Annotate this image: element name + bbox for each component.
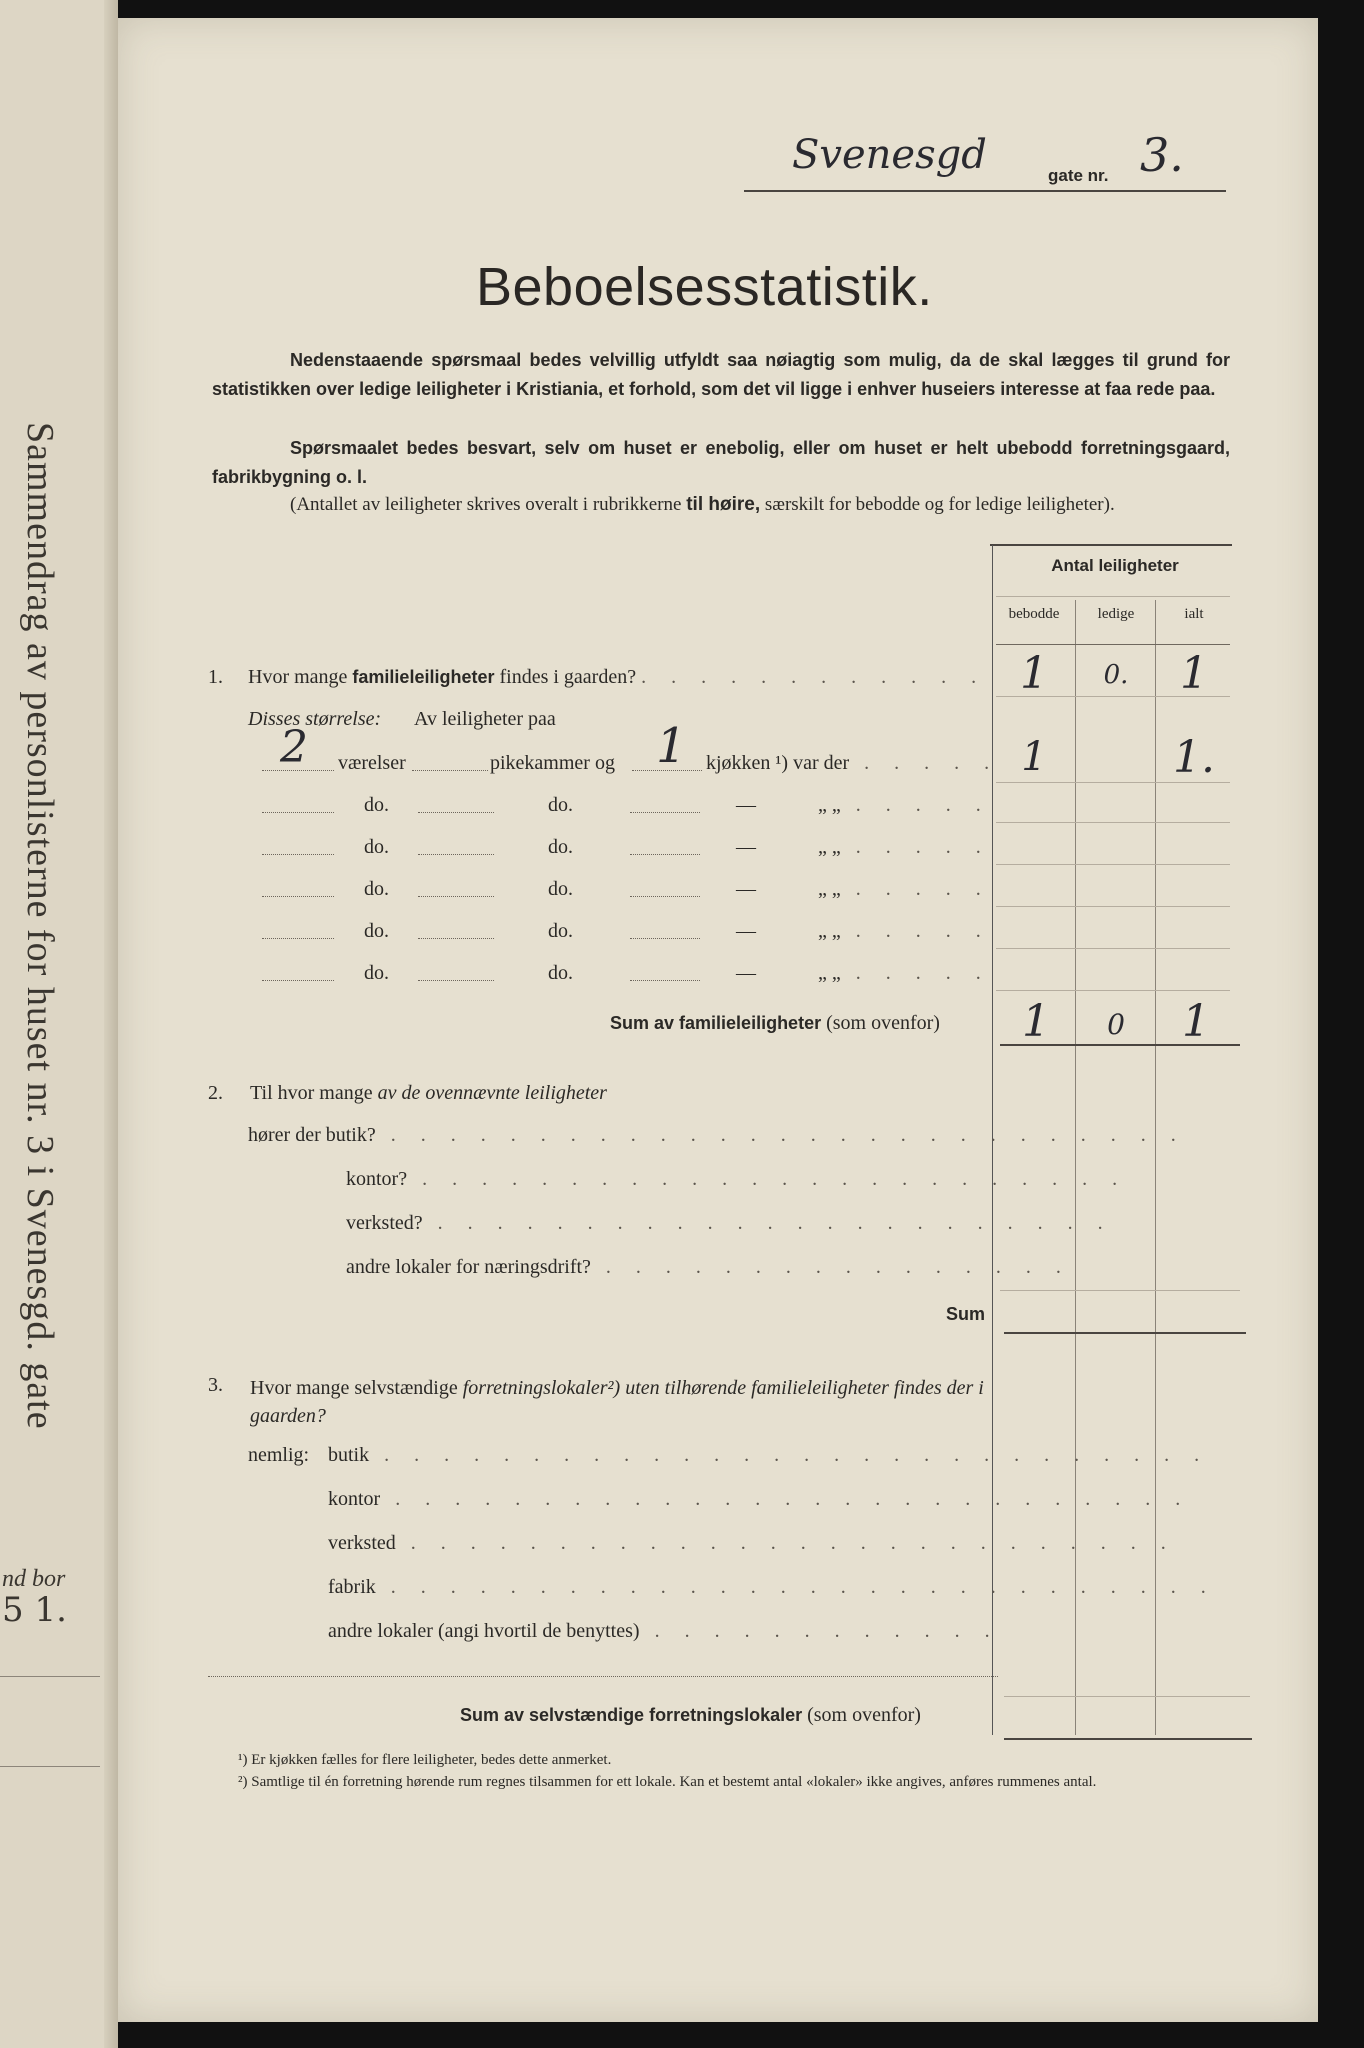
q3-item-label: fabrik — [328, 1576, 376, 1598]
quote-row: „ „ . . . . . — [818, 962, 991, 984]
number-handwritten: 3. — [1140, 128, 1184, 182]
q3-text-b: forretningslokaler²) — [462, 1377, 621, 1399]
quote-mark: „ „ — [818, 920, 841, 942]
do-label: do. — [548, 920, 573, 942]
table-row-rule — [1000, 1290, 1240, 1291]
table-row-rule — [996, 864, 1230, 865]
q3-item-label: kontor — [328, 1488, 381, 1510]
col-header-ledige: ledige — [1097, 606, 1135, 622]
table-row-rule — [1004, 1696, 1250, 1697]
rooms-handwritten: 2 — [280, 722, 308, 773]
maid-label: pikekammer og — [490, 752, 615, 774]
q3-separator — [208, 1676, 998, 1677]
q1-text-c: findes i gaarden? — [499, 666, 637, 688]
q1-question: Hvor mange familieleiligheter findes i gaarden? . . . . . . . . . . . . — [248, 666, 987, 688]
q2-number: 2. — [208, 1082, 223, 1104]
table-row-rule — [996, 822, 1230, 823]
q1-sum-label-b: (som ovenfor) — [826, 1012, 940, 1034]
q2-item-label: kontor? — [346, 1168, 408, 1190]
quote-mark: „ „ — [818, 794, 841, 816]
kitchen-label-row: kjøkken ¹) var der . . . . . — [706, 752, 1000, 774]
table-header-rule — [996, 596, 1230, 597]
q2-item-andre: andre lokaler for næringsdrift? . . . . . . . . . . . . . . . . — [346, 1256, 1071, 1278]
q3-sum-label-a: Sum av selvstændige forretningslokaler — [460, 1705, 803, 1725]
do-label: do. — [364, 920, 389, 942]
q1-sum-ledige: 0 — [1107, 1008, 1125, 1041]
q1-answer-ialt: 1 — [1180, 648, 1208, 699]
sum-rule-3 — [1004, 1738, 1252, 1740]
q2-text-b: av de ovennævnte leiligheter — [377, 1082, 607, 1104]
do-label: do. — [364, 962, 389, 984]
quote-row: „ „ . . . . . — [818, 794, 991, 816]
q1-number: 1. — [208, 666, 223, 688]
intro-paragraph-3 — [212, 492, 1230, 517]
street-handwritten: Svenesgd — [792, 132, 987, 178]
kitchen-label: kjøkken ¹) var der — [706, 752, 850, 774]
q3-item-kontor: kontor . . . . . . . . . . . . . . . . . . . . . . . . . . . — [328, 1488, 1191, 1510]
q1-text-b: familieleiligheter — [352, 667, 495, 687]
table-title: Antal leiligheter — [1051, 556, 1179, 575]
do-label: do. — [548, 878, 573, 900]
q2-item-kontor: kontor? . . . . . . . . . . . . . . . . . . . . . . . . — [346, 1168, 1128, 1190]
size-answer-bebodde: 1 — [1021, 734, 1047, 780]
do-label: do. — [548, 836, 573, 858]
do-label: do. — [548, 962, 573, 984]
do-label: do. — [364, 794, 389, 816]
maid-line — [412, 770, 488, 771]
quote-row: „ „ . . . . . — [818, 920, 991, 942]
size-answer-ialt: 1. — [1173, 732, 1215, 783]
quote-mark: „ „ — [818, 878, 841, 900]
q2-item-verksted: verksted? . . . . . . . . . . . . . . . . . . . . . . . — [346, 1212, 1113, 1234]
q1-sum-ialt: 1 — [1182, 996, 1210, 1047]
q3-item-verksted: verksted . . . . . . . . . . . . . . . . . . . . . . . . . . — [328, 1532, 1176, 1554]
intro-p3-b: til høire, — [686, 494, 761, 515]
q3-item-label: andre lokaler (angi hvortil de benyttes) — [328, 1620, 640, 1642]
q3-text-c: uten tilhørende familieleiligheter findes der i gaarden? — [250, 1377, 984, 1427]
page-title: Beboelsesstatistik. — [476, 257, 933, 317]
dash: — — [736, 878, 756, 900]
table-row-rule — [996, 948, 1230, 949]
dash: — — [736, 962, 756, 984]
table-top-rule — [990, 544, 1232, 546]
left-page-rule — [0, 1676, 100, 1677]
kitchen-handwritten: 1 — [656, 718, 687, 774]
do-label: do. — [364, 878, 389, 900]
q1-answer-bebodde: 1 — [1020, 648, 1048, 699]
q3-item-label: butik — [328, 1444, 370, 1466]
q3-sum-label — [460, 1704, 921, 1727]
footnote-2: ²) Samtlige til én forretning hørende rum regnes tilsammen for ett lokale. Kan et bestemt antal «lokaler» ikke angives, anføres rummenes antal. — [238, 1774, 1097, 1790]
q1-sum-label-a: Sum av familieleiligheter — [610, 1013, 822, 1033]
sum-rule-2 — [1004, 1332, 1246, 1334]
q3-item-andre: andre lokaler (angi hvortil de benyttes) . . . . . . . . . . . . — [328, 1620, 1000, 1642]
page-fold — [104, 0, 118, 2048]
q2-item-label: verksted? — [346, 1212, 423, 1234]
q2-item-label: andre lokaler for næringsdrift? — [346, 1256, 591, 1278]
do-label: do. — [364, 836, 389, 858]
q3-number: 3. — [208, 1374, 223, 1396]
q2-question — [250, 1082, 607, 1105]
dash: — — [736, 836, 756, 858]
q1-answer-ledige: 0. — [1103, 660, 1129, 690]
intro-p3-c: særskilt for bebodde og for ledige leiligheter). — [764, 494, 1115, 515]
dash: — — [736, 794, 756, 816]
quote-row: „ „ . . . . . — [818, 836, 991, 858]
left-page-note-1: nd bor — [2, 1566, 66, 1592]
table-subheader-rule — [996, 644, 1230, 645]
left-page-note-2: 5 1. — [2, 1590, 67, 1630]
q2-sum-label: Sum — [946, 1304, 986, 1324]
address-line — [744, 190, 1226, 192]
footnote-1: ¹) Er kjøkken fælles for flere leiligheter, bedes dette anmerket. — [238, 1752, 612, 1768]
q3-nemlig: nemlig: — [248, 1444, 310, 1466]
gate-label: gate nr. — [1048, 166, 1109, 185]
q1-sizes-text: Av leiligheter paa — [414, 708, 556, 730]
left-page-rule — [0, 1766, 100, 1767]
left-page-side-text: Sammendrag av personlisterne for huset nr. 3 i Svenesgd. gate — [19, 422, 61, 1430]
q1-sum-label — [610, 1012, 940, 1035]
dash: — — [736, 920, 756, 942]
q1-sum-bebodde: 1 — [1022, 996, 1050, 1047]
intro-paragraph-2: Spørsmaalet bedes besvart, selv om huset er enebolig, eller om huset er helt ubebodd forretningsgaard, fabrikbygning o. l. — [212, 438, 1230, 487]
quote-mark: „ „ — [818, 836, 841, 858]
intro-p3-a: (Antallet av leiligheter skrives overalt i rubrikkerne — [290, 494, 682, 515]
q1-text-a: Hvor mange — [248, 666, 348, 688]
q3-item-butik: butik . . . . . . . . . . . . . . . . . . . . . . . . . . . . — [328, 1444, 1210, 1466]
quote-row: „ „ . . . . . — [818, 878, 991, 900]
rooms-label: værelser — [338, 752, 406, 774]
quote-mark: „ „ — [818, 962, 841, 984]
col-header-ialt: ialt — [1184, 606, 1204, 622]
q3-item-fabrik: fabrik . . . . . . . . . . . . . . . . . . . . . . . . . . . . — [328, 1576, 1216, 1598]
col-header-bebodde: bebodde — [1008, 606, 1060, 622]
q3-sum-label-b: (som ovenfor) — [807, 1704, 921, 1726]
do-label: do. — [548, 794, 573, 816]
q3-item-label: verksted — [328, 1532, 396, 1554]
table-row-rule — [996, 906, 1230, 907]
intro-paragraph-1: Nedenstaaende spørsmaal bedes velvillig utfyldt saa nøiagtig som mulig, da de skal lægges til grund for statistikken over ledige leiligheter i Kristiania, et forhold, som det vil ligge i enhver huseiers interesse at faa rede paa. — [212, 350, 1230, 399]
q1-sizes-label: Disses størrelse: — [248, 708, 382, 730]
table-row-rule — [996, 990, 1230, 991]
q2-item-label: hører der butik? — [248, 1124, 376, 1146]
q2-text-a: Til hvor mange — [250, 1082, 373, 1104]
q2-item-butik: hører der butik? . . . . . . . . . . . . . . . . . . . . . . . . . . . — [248, 1124, 1186, 1146]
q3-question — [250, 1374, 990, 1430]
q3-text-a: Hvor mange selvstændige — [250, 1377, 458, 1399]
